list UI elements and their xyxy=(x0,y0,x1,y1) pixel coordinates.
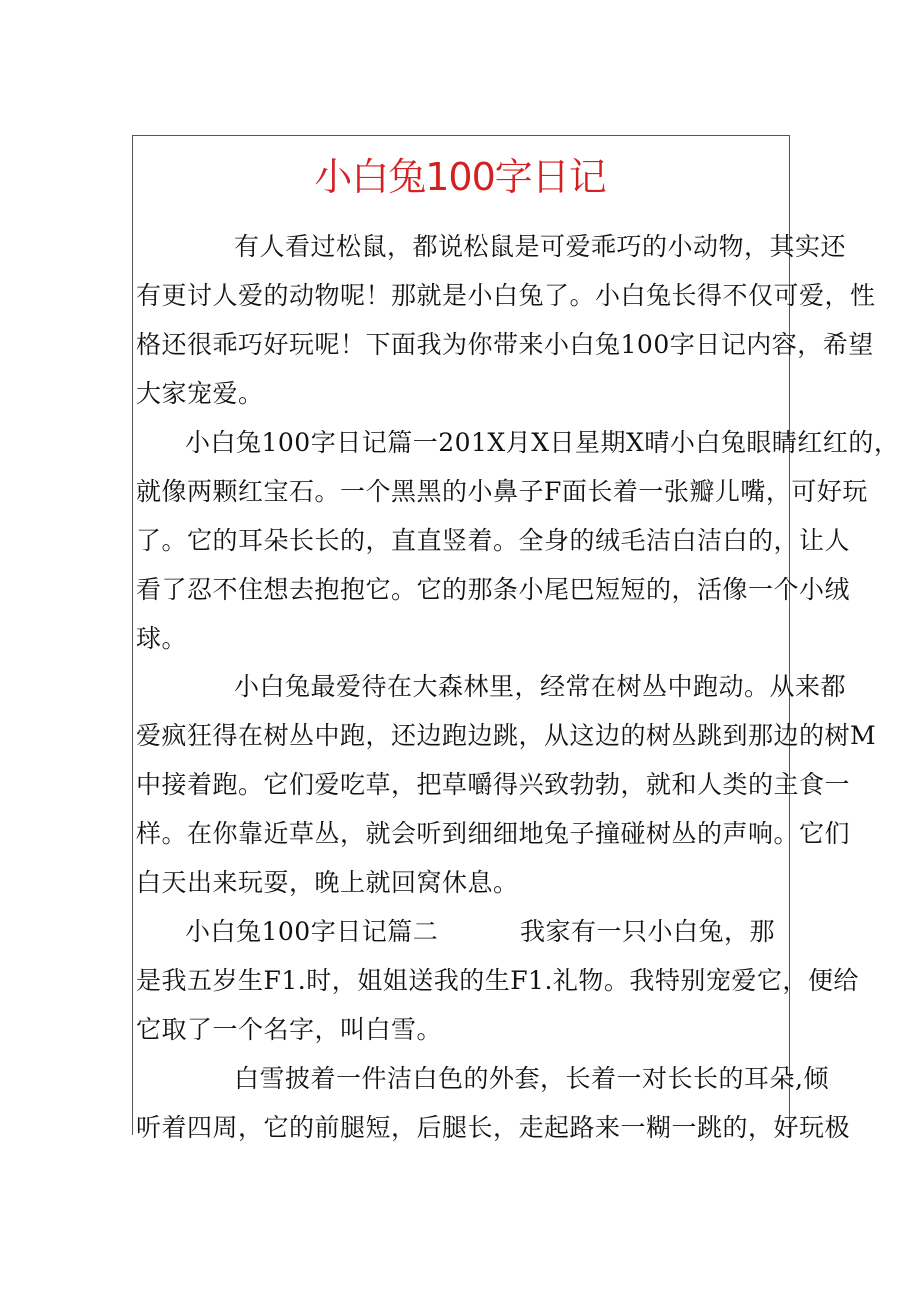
paragraph-line: 小白兔最爱待在大森林里，经常在树丛中跑动。从来都 xyxy=(234,672,847,701)
paragraph-line: 听着四周，它的前腿短，后腿长，走起路来一糊一跳的，好玩极 xyxy=(136,1113,851,1142)
paragraph-line: 是我五岁生F1.时，姐姐送我的生F1.礼物。我特别宠爱它，便给 xyxy=(136,966,859,995)
paragraph-line: 爱疯狂得在树丛中跑，还边跑边跳，从这边的树丛跳到那边的树M xyxy=(136,721,877,750)
document-title: 小白兔100字日记 xyxy=(314,155,606,199)
paragraph-line: 有人看过松鼠，都说松鼠是可爱乖巧的小动物，其实还 xyxy=(234,232,847,261)
paragraph-line: 我家有一只小白兔，那 xyxy=(520,917,776,946)
paragraph-line: 了。它的耳朵长长的，直直竖着。全身的绒毛洁白洁白的，让人 xyxy=(136,526,851,555)
paragraph-line: 格还很乖巧好玩呢！下面我为你带来小白兔100字日记内容，希望 xyxy=(136,330,874,359)
paragraph-line: 看了忍不住想去抱抱它。它的那条小尾巴短短的，活像一个小绒 xyxy=(136,575,851,604)
paragraph-line: 就像两颗红宝石。一个黑黑的小鼻子F面长着一张瓣儿嘴，可好玩 xyxy=(136,477,868,506)
paragraph-heading: 小白兔100字日记篇二 xyxy=(185,917,439,946)
paragraph-line: 白天出来玩耍，晚上就回窝休息。 xyxy=(136,868,519,897)
paragraph-line: 样。在你靠近草丛，就会听到细细地兔子撞碰树丛的声响。它们 xyxy=(136,819,851,848)
paragraph-line: 球。 xyxy=(136,624,188,653)
paragraph-line: 中接着跑。它们爱吃草，把草嚼得兴致勃勃，就和人类的主食一 xyxy=(136,770,851,799)
paragraph-line: 白雪披着一件洁白色的外套，长着一对长长的耳朵,倾 xyxy=(234,1064,829,1093)
paragraph-line: 大家宠爱。 xyxy=(136,379,264,408)
paragraph-line: 它取了一个名字，叫白雪。 xyxy=(136,1015,443,1044)
paragraph-line: 有更讨人爱的动物呢！那就是小白兔了。小白兔长得不仅可爱，性 xyxy=(136,281,876,310)
paragraph-line: 小白兔100字日记篇一201X月X日星期X晴小白兔眼睛红红的， xyxy=(185,428,900,457)
